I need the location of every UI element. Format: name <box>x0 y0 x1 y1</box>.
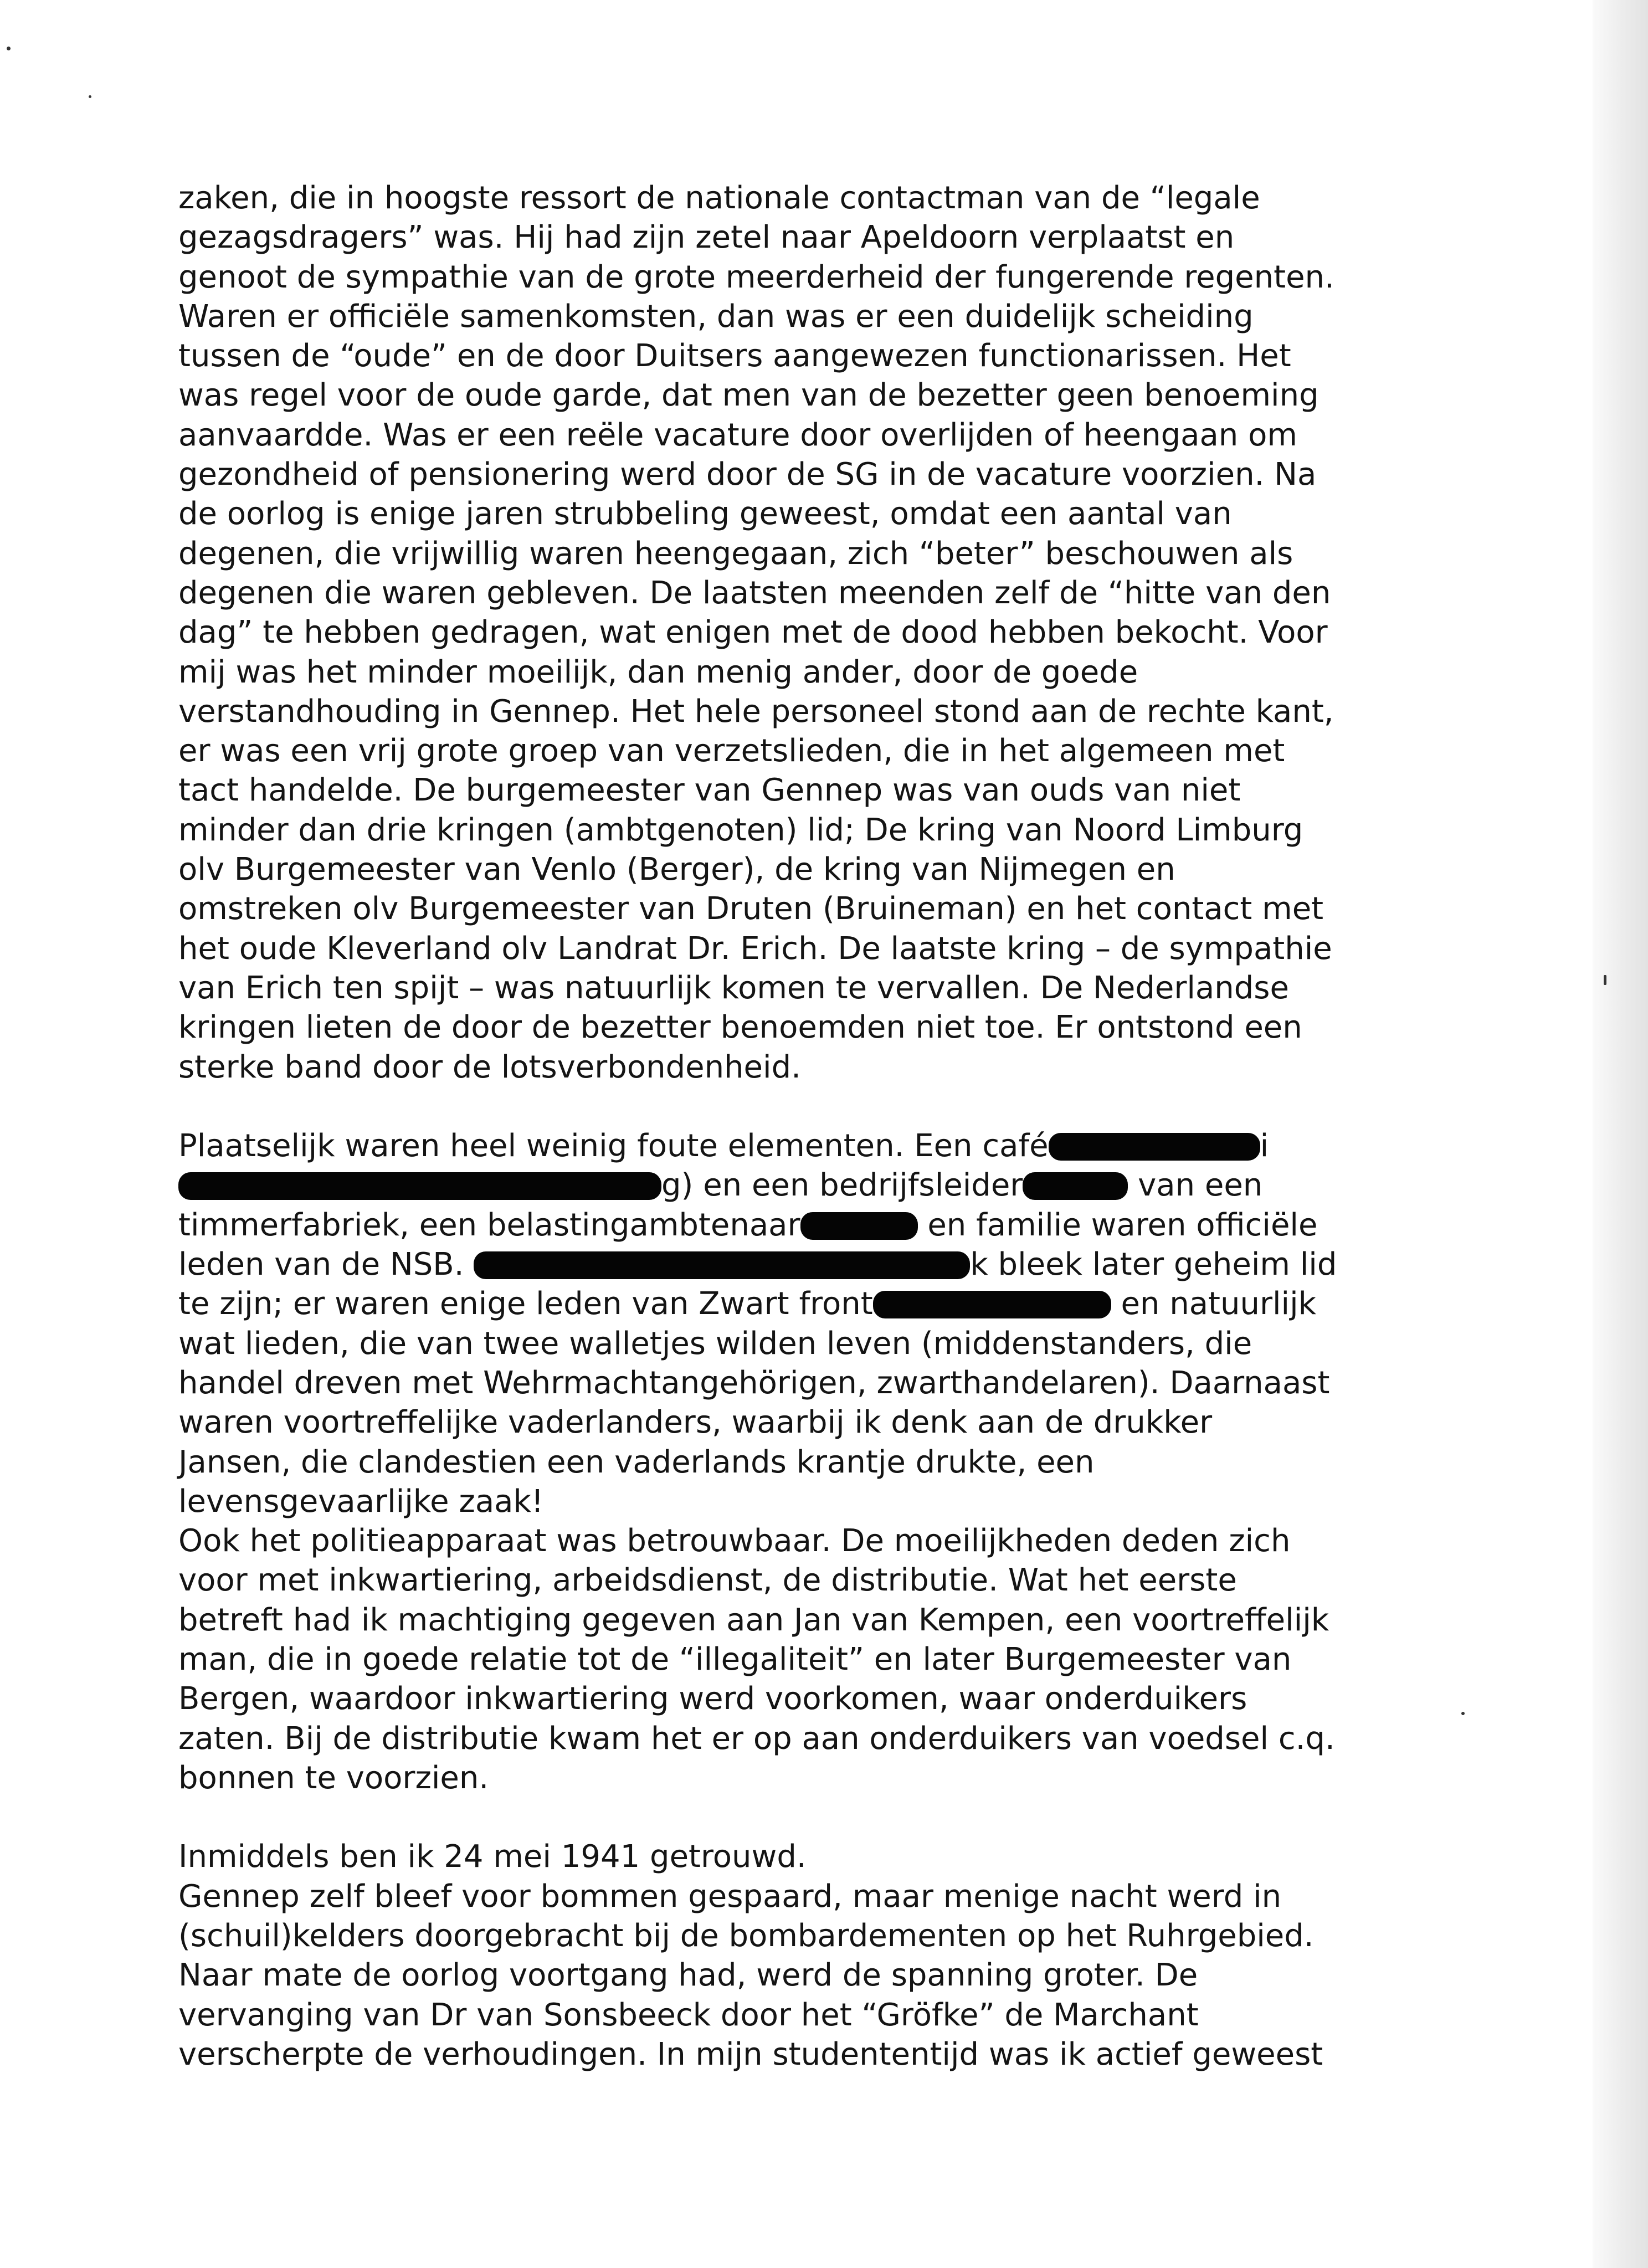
text-line: wat lieden, die van twee walletjes wilden leven (middenstanders, die <box>178 1325 1252 1362</box>
text-line: voor met inkwartiering, arbeidsdienst, de distributie. Wat het eerste <box>178 1562 1237 1599</box>
text-line: tussen de “oude” en de door Duitsers aangewezen functionarissen. Het <box>178 338 1291 374</box>
text-line: dag” te hebben gedragen, wat enigen met de dood hebben bekocht. Voor <box>178 614 1328 651</box>
text-segment: leden van de NSB. <box>178 1246 474 1283</box>
text-line: handel dreven met Wehrmachtangehörigen, zwarthandelaren). Daarnaast <box>178 1364 1330 1401</box>
text-line: Waren er officiële samenkomsten, dan was er een duidelijk scheiding <box>178 298 1254 335</box>
text-segment: g) en een bedrijfsleider <box>661 1167 1023 1204</box>
text-line: olv Burgemeester van Venlo (Berger), de kring van Nijmegen en <box>178 851 1175 888</box>
redaction-mark <box>800 1212 918 1240</box>
text-line: aanvaardde. Was er een reële vacature door overlijden of heengaan om <box>178 417 1297 453</box>
scan-speck <box>1461 1712 1465 1715</box>
text-line: sterke band door de lotsverbondenheid. <box>178 1049 801 1085</box>
text-line: man, die in goede relatie tot de “illegaliteit” en later Burgemeester van <box>178 1641 1292 1677</box>
scan-speck <box>89 95 91 98</box>
text-line: gezondheid of pensionering werd door de SG in de vacature voorzien. Na <box>178 456 1317 493</box>
text-line: gezagsdragers” was. Hij had zijn zetel naar Apeldoorn verplaatst en <box>178 219 1235 256</box>
text-line: mij was het minder moeilijk, dan menig ander, door de goede <box>178 654 1138 690</box>
text-line: omstreken olv Burgemeester van Druten (Bruineman) en het contact met <box>178 891 1324 927</box>
scan-speck <box>7 47 11 50</box>
text-line: verscherpte de verhoudingen. In mijn studententijd was ik actief geweest <box>178 2036 1323 2072</box>
redaction-mark <box>474 1251 970 1279</box>
text-line <box>178 1284 1452 1323</box>
text-line: er was een vrij grote groep van verzetslieden, die in het algemeen met <box>178 733 1285 769</box>
text-line: degenen, die vrijwillig waren heengegaan, zich “beter” beschouwen als <box>178 535 1293 572</box>
text-line: Inmiddels ben ik 24 mei 1941 getrouwd. <box>178 1839 807 1875</box>
text-line: van Erich ten spijt – was natuurlijk komen te vervallen. De Nederlandse <box>178 969 1289 1006</box>
text-line: degenen die waren gebleven. De laatsten meenden zelf de “hitte van den <box>178 574 1331 611</box>
redaction-mark <box>1049 1133 1260 1161</box>
text-line: minder dan drie kringen (ambtgenoten) lid; De kring van Noord Limburg <box>178 812 1303 848</box>
text-line: was regel voor de oude garde, dat men van de bezetter geen benoeming <box>178 377 1319 414</box>
text-line: Naar mate de oorlog voortgang had, werd de spanning groter. De <box>178 1957 1198 1994</box>
text-line: verstandhouding in Gennep. Het hele personeel stond aan de rechte kant, <box>178 693 1334 730</box>
text-segment: te zijn; er waren enige leden van Zwart front <box>178 1286 873 1322</box>
redaction-mark <box>873 1291 1111 1318</box>
text-segment: Plaatselijk waren heel weinig foute elementen. Een café <box>178 1128 1049 1164</box>
paragraph-gap <box>178 1087 1452 1126</box>
text-line <box>178 1205 1452 1245</box>
text-line: zaken, die in hoogste ressort de nationale contactman van de “legale <box>178 180 1260 216</box>
redaction-mark <box>178 1172 661 1200</box>
text-line: kringen lieten de door de bezetter benoemden niet toe. Er ontstond een <box>178 1009 1302 1046</box>
text-segment: en natuurlijk <box>1111 1286 1317 1322</box>
text-line <box>178 1126 1452 1166</box>
document-text <box>178 178 1452 2074</box>
scan-speck <box>1604 975 1606 985</box>
text-line: betreft had ik machtiging gegeven aan Jan van Kempen, een voortreffelijk <box>178 1602 1329 1638</box>
text-segment: van een <box>1128 1167 1263 1204</box>
text-line: Jansen, die clandestien een vaderlands krantje drukte, een <box>178 1444 1095 1480</box>
text-line <box>178 1166 1452 1205</box>
redaction-mark <box>1023 1172 1128 1200</box>
paragraph-gap <box>178 1798 1452 1837</box>
text-line: bonnen te voorzien. <box>178 1759 489 1796</box>
text-line: zaten. Bij de distributie kwam het er op aan onderduikers van voedsel c.q. <box>178 1720 1335 1757</box>
text-segment: en familie waren officiële <box>917 1207 1318 1243</box>
text-segment: k bleek later geheim lid <box>970 1246 1337 1283</box>
text-segment: timmerfabriek, een belastingambtenaar <box>178 1207 800 1243</box>
text-segment: i <box>1260 1128 1269 1164</box>
text-line: de oorlog is enige jaren strubbeling geweest, omdat een aantal van <box>178 496 1232 532</box>
text-line: levensgevaarlijke zaak! <box>178 1483 544 1520</box>
text-line: genoot de sympathie van de grote meerderheid der fungerende regenten. <box>178 259 1334 295</box>
text-line: Bergen, waardoor inkwartiering werd voorkomen, waar onderduikers <box>178 1681 1247 1717</box>
scan-edge-shadow <box>1593 0 1648 2268</box>
text-line: tact handelde. De burgemeester van Gennep was van ouds van niet <box>178 772 1241 809</box>
text-line: Ook het politieapparaat was betrouwbaar. De moeilijkheden deden zich <box>178 1523 1291 1559</box>
text-line <box>178 1245 1452 1284</box>
text-line: waren voortreffelijke vaderlanders, waarbij ik denk aan de drukker <box>178 1404 1213 1441</box>
text-line: Gennep zelf bleef voor bommen gespaard, maar menige nacht werd in <box>178 1878 1282 1915</box>
text-line: vervanging van Dr van Sonsbeeck door het “Gröfke” de Marchant <box>178 1997 1199 2033</box>
text-line: (schuil)kelders doorgebracht bij de bombardementen op het Ruhrgebied. <box>178 1918 1314 1954</box>
text-line: het oude Kleverland olv Landrat Dr. Erich. De laatste kring – de sympathie <box>178 930 1332 967</box>
